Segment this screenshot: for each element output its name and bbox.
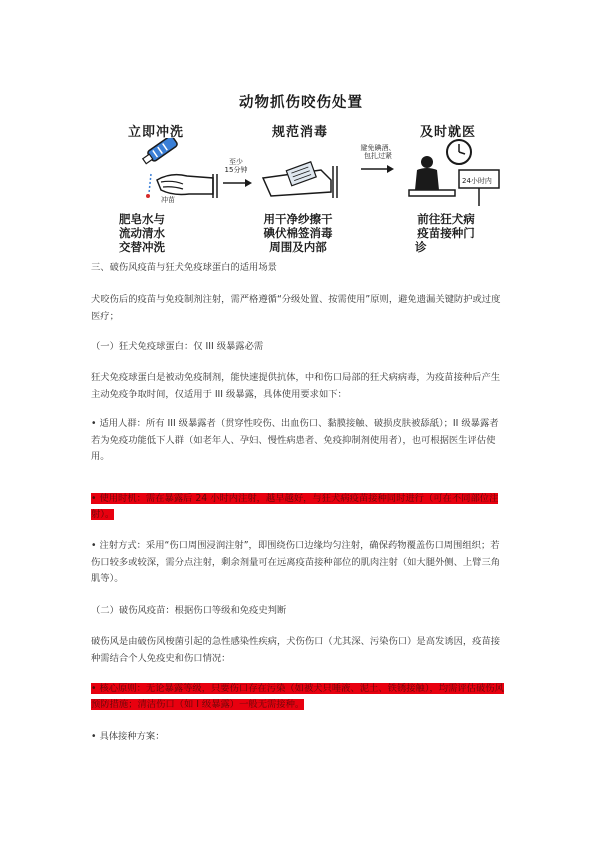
infographic-title: 动物抓伤咬伤处置 <box>239 95 363 111</box>
step1-desc: 肥皂水与 流动清水 交替冲洗 <box>119 212 165 254</box>
step3-title: 及时就医 <box>419 125 476 140</box>
sign-label: 24小时内 <box>462 177 492 185</box>
subsection1-heading: （一）狂犬免疫球蛋白：仅 III 级暴露必需 <box>91 341 264 352</box>
step2-title: 规范消毒 <box>271 125 328 140</box>
wash-hands-illustration <box>113 138 223 210</box>
section-heading: 三、破伤风疫苗与狂犬免疫球蛋白的适用场景 <box>91 262 277 273</box>
bullet-timing-highlight <box>91 491 507 523</box>
clinic-illustration <box>405 138 509 210</box>
highlighted-text: • 核心原则：无论暴露等级，只要伤口存在污染（如被犬只唾液、泥土、铁锈接触），均需评估破伤风预防措施；清洁伤口（如 I 级暴露）一般无需接种。 <box>91 683 504 710</box>
step1-title: 立即冲洗 <box>127 125 184 140</box>
step2-desc: 用干净纱擦干 碘伏棉签消毒 周围及内部 <box>263 212 333 254</box>
bullet-core-principle-highlight <box>91 681 507 713</box>
bullet-applicable-population: • 适用人群：所有 III 级暴露者（贯穿性咬伤、出血伤口、黏膜接触、破损皮肤被舔舐）；II 级暴露者若为免疫功能低下人群（如老年人、孕妇、慢性病患者、免疫抑制剂使用者），也可根据医生评估使用。 <box>91 418 499 462</box>
bullet-vaccination-plan: • 具体接种方案： <box>91 731 165 742</box>
step1-small-label: 冲苗 <box>161 196 175 204</box>
arrow-right-icon <box>361 164 395 174</box>
intro-paragraph: 犬咬伤后的疫苗与免疫制剂注射，需严格遵循“分级处置、按需使用”原则，避免遗漏关键防护或过度医疗； <box>91 294 501 322</box>
arrow2-label: 避免碘酒、 包扎过紧 <box>360 144 396 160</box>
arrow-right-icon <box>223 178 253 188</box>
arrow1-label: 至少 15分钟 <box>224 158 248 174</box>
subsection1-paragraph: 狂犬免疫球蛋白是被动免疫制剂，能快速提供抗体，中和伤口局部的狂犬病病毒，为疫苗接种后产生主动免疫争取时间，仅适用于 III 级暴露，具体使用要求如下： <box>91 372 501 400</box>
step3-desc: 前往狂犬病 疫苗接种门 诊 <box>415 212 475 254</box>
infographic-animal-bite-care <box>93 86 509 256</box>
subsection2-heading: （二）破伤风疫苗：根据伤口等级和免疫史判断 <box>91 605 287 616</box>
disinfect-arm-illustration <box>261 148 351 208</box>
subsection2-paragraph: 破伤风是由破伤风梭菌引起的急性感染性疾病，犬伤伤口（尤其深、污染伤口）是高发诱因，疫苗接种需结合个人免疫史和伤口情况： <box>91 636 501 664</box>
highlighted-text: • 使用时机：需在暴露后 24 小时内注射，越早越好，与狂犬病疫苗接种同时进行（可在不同部位注射）。 <box>91 493 499 520</box>
bullet-injection-method: • 注射方式：采用“伤口周围浸润注射”，即围绕伤口边缘均匀注射，确保药物覆盖伤口周围组织；若伤口较多或较深，需分点注射，剩余剂量可在远离疫苗接种部位的肌肉注射（如大腿外侧、上臂三角肌等）。 <box>91 540 501 584</box>
